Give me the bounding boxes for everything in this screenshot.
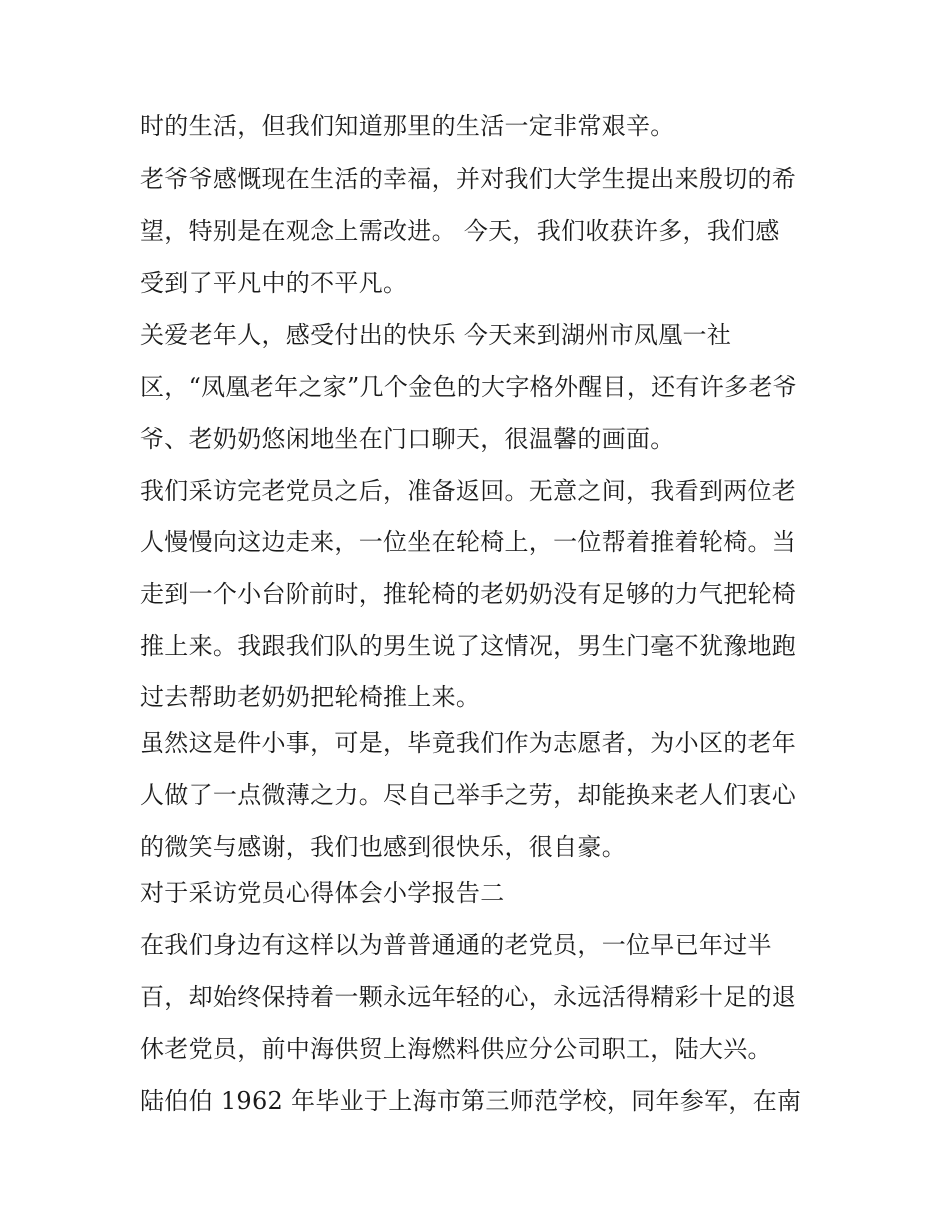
text-line: 人做了一点微薄之力。尽自己举手之劳，却能换来老人们衷心: [140, 781, 797, 809]
text-line: 休老党员，前中海供贸上海燃料供应分公司职工，陆大兴。: [140, 1035, 772, 1063]
text-line: 关爱老年人，感受付出的快乐 今天来到湖州市凤凰一社: [140, 321, 732, 349]
text-line: 受到了平凡中的不平凡。: [140, 269, 408, 297]
text-line: 陆伯伯 1962 年毕业于上海市第三师范学校，同年参军，在南: [140, 1087, 802, 1115]
text-line: 望，特别是在观念上需改进。 今天，我们收获许多，我们感: [140, 217, 780, 245]
section-heading: 对于采访党员心得体会小学报告二: [140, 879, 505, 907]
text-line: 过去帮助老奶奶把轮椅推上来。: [140, 683, 481, 711]
text-line: 百，却始终保持着一颗永远年轻的心，永远活得精彩十足的退: [140, 983, 797, 1011]
text-line: 推上来。我跟我们队的男生说了这情况，男生门毫不犹豫地跑: [140, 632, 797, 660]
text-line: 我们采访完老党员之后，准备返回。无意之间，我看到两位老: [140, 477, 797, 505]
text-line: 的微笑与感谢，我们也感到很快乐，很自豪。: [140, 833, 626, 861]
text-line: 时的生活，但我们知道那里的生活一定非常艰辛。: [140, 112, 675, 140]
text-line: 老爷爷感慨现在生活的幸福，并对我们大学生提出来殷切的希: [140, 165, 797, 193]
text-line: 区，“凤凰老年之家”几个金色的大字格外醒目，还有许多老爷: [140, 373, 797, 401]
text-line: 爷、老奶奶悠闲地坐在门口聊天，很温馨的画面。: [140, 425, 675, 453]
text-line: 走到一个小台阶前时，推轮椅的老奶奶没有足够的力气把轮椅: [140, 580, 797, 608]
text-line: 人慢慢向这边走来，一位坐在轮椅上，一位帮着推着轮椅。当: [140, 528, 797, 556]
text-line: 在我们身边有这样以为普普通通的老党员，一位早已年过半: [140, 931, 772, 959]
text-line: 虽然这是件小事，可是，毕竟我们作为志愿者，为小区的老年: [140, 729, 797, 757]
